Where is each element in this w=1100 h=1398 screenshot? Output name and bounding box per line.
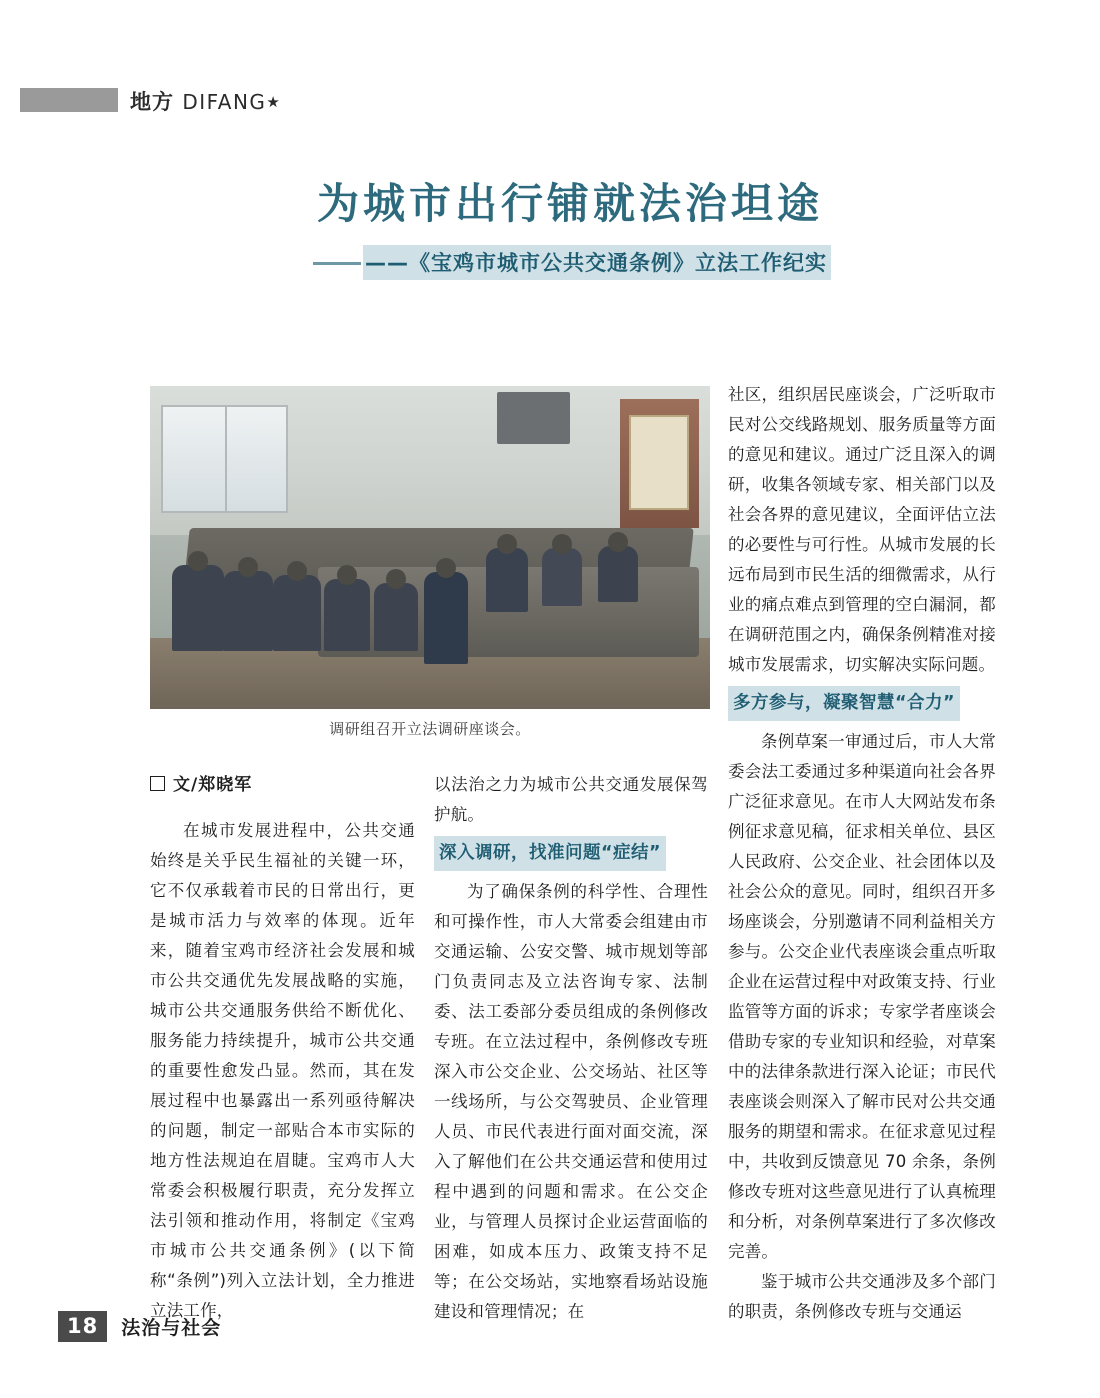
paragraph: 条例草案一审通过后，市人大常委会法工委通过多种渠道向社会各界广泛征求意见。在市人大网站发布条例征求意见稿，征求相关单位、县区人民政府、公交企业、社会团体以及社会公众的意见。同时，组织召开多场座谈会，分别邀请不同利益相关方参与。公交企业代表座谈会重点听取企业在运营过程中对政策支持、行业监管等方面的诉求；专家学者座谈会借助专家的专业知识和经验，对草案中的法律条款进行深入论证；市民代表座谈会则深入了解市民对公共交通服务的期望和需求。在征求意见过程中，共收到反馈意见 70 余条，条例修改专班对这些意见进行了认真梳理和分析，对条例草案进行了多次修改完善。 xyxy=(728,732,996,1261)
text-column-3 xyxy=(728,380,996,1327)
page-title: 为城市出行铺就法治坦途 xyxy=(316,179,823,228)
page-number: 18 xyxy=(58,1311,107,1342)
photo-caption: 调研组召开立法调研座谈会。 xyxy=(329,720,531,738)
paragraph: 在城市发展进程中，公共交通始终是关乎民生福祉的关键一环，它不仅承载着市民的日常出行，更是城市活力与效率的体现。近年来，随着宝鸡市经济社会发展和城市公共交通优先发展战略的实施，城市公共交通服务供给不断优化、服务能力持续提升，城市公共交通的重要性愈发凸显。然而，其在发展过程中也暴露出一系列亟待解决的问题，制定一部贴合本市实际的地方性法规迫在眉睫。宝鸡市人大常委会积极履行职责，充分发挥立法引领和推动作用，将制定《宝鸡市城市公共交通条例》(以下简称“条例”)列入立法计划，全力推进立法工作， xyxy=(150,821,415,1320)
photo-person xyxy=(598,546,638,602)
photo-person xyxy=(324,579,370,651)
byline-box-icon xyxy=(150,776,165,791)
meeting-photo xyxy=(150,386,710,709)
header-rule xyxy=(20,88,118,112)
section-label xyxy=(130,86,281,116)
page-footer xyxy=(58,1311,221,1342)
text-column-2 xyxy=(434,770,708,1327)
section-subhead-2: 多方参与，凝聚智慧“合力” xyxy=(728,686,960,721)
photo-person xyxy=(424,572,468,664)
photo-person xyxy=(542,548,582,606)
section-label-cn: 地方 xyxy=(130,90,174,114)
photo-person xyxy=(273,575,321,651)
title-block xyxy=(0,178,1100,280)
byline-text: 文/郑晓军 xyxy=(173,775,253,795)
paragraph-lead: 以法治之力为城市公共交通发展保驾护航。 xyxy=(434,775,708,824)
subtitle-row xyxy=(0,245,1100,280)
star-icon: ★ xyxy=(266,93,281,111)
photo-person xyxy=(486,548,528,612)
photo-person xyxy=(172,565,224,651)
photo-wall-scroll xyxy=(629,415,689,509)
paragraph: 社区，组织居民座谈会，广泛听取市民对公交线路规划、服务质量等方面的意见和建议。通过广泛且深入的调研，收集各领域专家、相关部门以及社会各界的意见建议，全面评估立法的必要性与可行性。从城市发展的长远布局到市民生活的细微需求，从行业的痛点难点到管理的空白漏洞，都在调研范围之内，确保条例精准对接城市发展需求，切实解决实际问题。 xyxy=(728,385,996,674)
section-label-en: DIFANG xyxy=(182,90,267,114)
byline xyxy=(150,770,415,800)
text-column-1 xyxy=(150,770,415,1326)
page-subtitle: ——《宝鸡市城市公共交通条例》立法工作纪实 xyxy=(363,245,831,280)
photo-screen xyxy=(497,392,570,444)
publication-name: 法治与社会 xyxy=(121,1317,222,1339)
article-photo-wrap xyxy=(150,386,710,739)
photo-person xyxy=(223,571,273,651)
section-subhead-1: 深入调研，找准问题“症结” xyxy=(434,836,666,871)
photo-window xyxy=(161,405,288,512)
page-header xyxy=(20,88,1080,114)
subtitle-rule xyxy=(313,262,361,265)
paragraph: 鉴于城市公共交通涉及多个部门的职责，条例修改专班与交通运 xyxy=(728,1272,996,1321)
paragraph: 为了确保条例的科学性、合理性和可操作性，市人大常委会组建由市交通运输、公安交警、城市规划等部门负责同志及立法咨询专家、法制委、法工委部分委员组成的条例修改专班。在立法过程中，条例修改专班深入市公交企业、公交场站、社区等一线场所，与公交驾驶员、企业管理人员、市民代表进行面对面交流，深入了解他们在公共交通运营和使用过程中遇到的问题和需求。在公交企业，与管理人员探讨企业运营面临的困难，如成本压力、政策支持不足等；在公交场站，实地察看场站设施建设和管理情况；在 xyxy=(434,882,708,1321)
photo-person xyxy=(374,583,418,651)
